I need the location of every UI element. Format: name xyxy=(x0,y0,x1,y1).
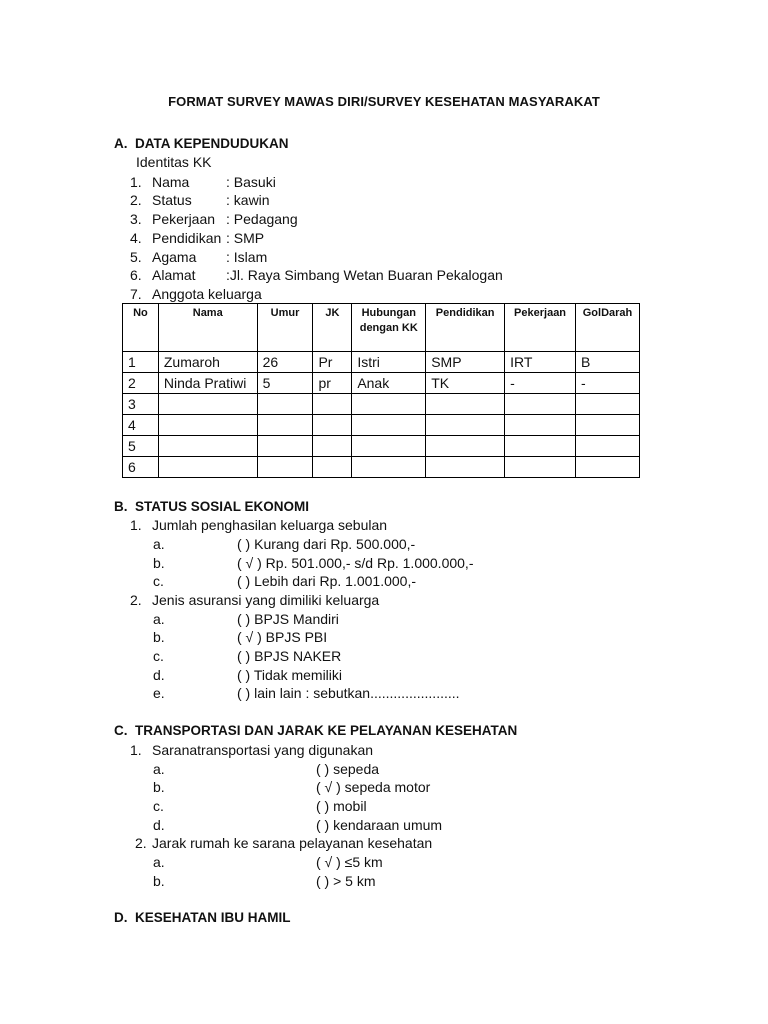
field-label: Status xyxy=(152,192,192,208)
question-text: Jenis asuransi yang dimiliki keluarga xyxy=(152,592,380,608)
table-cell xyxy=(257,415,313,436)
table-row xyxy=(123,373,640,394)
question-c1 xyxy=(130,742,373,758)
header-no: No xyxy=(123,304,159,352)
field-value: : SMP xyxy=(226,230,265,246)
table-cell xyxy=(158,415,257,436)
question-text: Jumlah penghasilan keluarga sebulan xyxy=(152,517,388,533)
table-cell xyxy=(352,394,426,415)
option-text: ( ) kendaraan umum xyxy=(316,817,443,833)
table-cell: TK xyxy=(426,373,505,394)
option-text: ( √ ) Rp. 501.000,- s/d Rp. 1.000.000,- xyxy=(237,555,474,571)
question-c2 xyxy=(135,835,432,851)
table-cell: 5 xyxy=(123,436,159,457)
table-cell xyxy=(575,394,639,415)
field-number: 6. xyxy=(130,267,142,283)
option-key: c. xyxy=(153,648,164,664)
table-cell: Zumaroh xyxy=(158,352,257,373)
document-title: FORMAT SURVEY MAWAS DIRI/SURVEY KESEHATAN MASYARAKAT xyxy=(168,94,600,109)
table-row xyxy=(123,457,640,478)
section-d-heading xyxy=(114,910,291,925)
option-c1-a xyxy=(153,761,379,777)
section-a-heading xyxy=(114,136,289,151)
table-cell xyxy=(575,415,639,436)
table-cell: Ninda Pratiwi xyxy=(158,373,257,394)
table-cell: SMP xyxy=(426,352,505,373)
option-b2-a xyxy=(153,611,339,627)
section-a-title: DATA KEPENDUDUKAN xyxy=(135,136,289,151)
table-cell: Anak xyxy=(352,373,426,394)
field-label: Pekerjaan xyxy=(152,211,216,227)
table-cell xyxy=(505,415,576,436)
option-c2-a xyxy=(153,854,383,870)
table-cell: 5 xyxy=(257,373,313,394)
table-cell xyxy=(352,436,426,457)
option-key: a. xyxy=(153,854,165,870)
option-key: b. xyxy=(153,873,165,889)
table-cell: Pr xyxy=(313,352,352,373)
header-age: Umur xyxy=(257,304,313,352)
option-c1-d xyxy=(153,817,442,833)
section-b-heading xyxy=(114,499,309,514)
table-row xyxy=(123,394,640,415)
table-cell: 3 xyxy=(123,394,159,415)
table-cell: B xyxy=(575,352,639,373)
table-row xyxy=(123,352,640,373)
option-text: ( ) mobil xyxy=(316,798,367,814)
option-text: ( ) lain lain : sebutkan....................... xyxy=(237,685,460,701)
table-cell xyxy=(352,415,426,436)
question-number: 1. xyxy=(130,742,142,758)
field-number: 3. xyxy=(130,211,142,227)
option-c1-c xyxy=(153,798,367,814)
field-label: Alamat xyxy=(152,267,196,283)
option-b2-d xyxy=(153,667,342,683)
table-row xyxy=(123,415,640,436)
table-cell xyxy=(352,457,426,478)
table-cell xyxy=(158,457,257,478)
field-value: :Jl. Raya Simbang Wetan Buaran Pekalogan xyxy=(226,267,503,283)
field-label: Agama xyxy=(152,249,197,265)
table-cell xyxy=(426,415,505,436)
field-row-status xyxy=(130,192,270,208)
table-cell xyxy=(313,415,352,436)
table-cell xyxy=(257,394,313,415)
option-b2-c xyxy=(153,648,341,664)
field-label: Pendidikan xyxy=(152,230,222,246)
header-blood-type: GolDarah xyxy=(575,304,639,352)
option-key: d. xyxy=(153,667,165,683)
option-text: ( ) > 5 km xyxy=(316,873,376,889)
table-cell xyxy=(313,394,352,415)
table-cell xyxy=(505,436,576,457)
field-value: : Basuki xyxy=(226,174,276,190)
question-number: 1. xyxy=(130,517,142,533)
table-cell: 2 xyxy=(123,373,159,394)
section-d-title: KESEHATAN IBU HAMIL xyxy=(135,910,291,925)
option-key: d. xyxy=(153,817,165,833)
option-text: ( √ ) ≤5 km xyxy=(316,854,383,870)
option-key: b. xyxy=(153,555,165,571)
header-relation: Hubungan dengan KK xyxy=(352,304,426,352)
table-cell xyxy=(505,394,576,415)
table-cell xyxy=(313,457,352,478)
question-text: Saranatransportasi yang digunakan xyxy=(152,742,374,758)
field-number: 5. xyxy=(130,249,142,265)
option-b1-b xyxy=(153,555,473,571)
question-number: 2. xyxy=(130,592,142,608)
option-text: ( ) BPJS NAKER xyxy=(237,648,342,664)
table-cell xyxy=(257,457,313,478)
option-text: ( ) Lebih dari Rp. 1.001.000,- xyxy=(237,573,416,589)
option-b2-e xyxy=(153,685,460,701)
section-c-heading xyxy=(114,723,517,738)
option-key: a. xyxy=(153,536,165,552)
question-b1 xyxy=(130,517,387,533)
option-text: ( ) sepeda xyxy=(316,761,380,777)
table-cell xyxy=(426,457,505,478)
question-number: 2. xyxy=(135,835,147,851)
question-b2 xyxy=(130,592,379,608)
field-number: 2. xyxy=(130,192,142,208)
question-text: Jarak rumah ke sarana pelayanan kesehatan xyxy=(152,835,433,851)
table-cell xyxy=(158,436,257,457)
table-cell: 1 xyxy=(123,352,159,373)
option-text: ( ) Kurang dari Rp. 500.000,- xyxy=(237,536,416,552)
field-number: 4. xyxy=(130,230,142,246)
field-row-occupation xyxy=(130,211,298,227)
field-number: 7. xyxy=(130,286,142,302)
table-cell xyxy=(505,457,576,478)
option-key: b. xyxy=(153,779,165,795)
option-text: ( ) BPJS Mandiri xyxy=(237,611,339,627)
section-d-letter: D. xyxy=(114,910,128,925)
table-cell xyxy=(257,436,313,457)
option-key: a. xyxy=(153,761,165,777)
table-cell: 26 xyxy=(257,352,313,373)
family-members-table xyxy=(122,303,640,478)
field-value: : kawin xyxy=(226,192,270,208)
section-c-title: TRANSPORTASI DAN JARAK KE PELAYANAN KESEHATAN xyxy=(135,723,518,738)
table-cell xyxy=(575,436,639,457)
option-b2-b xyxy=(153,629,327,645)
table-cell xyxy=(313,436,352,457)
option-text: ( √ ) BPJS PBI xyxy=(237,629,328,645)
option-b1-a xyxy=(153,536,415,552)
header-name: Nama xyxy=(158,304,257,352)
identity-subheading: Identitas KK xyxy=(136,154,212,170)
table-header-row xyxy=(123,304,640,352)
field-label: Anggota keluarga xyxy=(152,286,262,302)
table-cell: 6 xyxy=(123,457,159,478)
section-a-letter: A. xyxy=(114,136,128,151)
option-c1-b xyxy=(153,779,430,795)
section-c-letter: C. xyxy=(114,723,128,738)
option-c2-b xyxy=(153,873,376,889)
option-b1-c xyxy=(153,573,416,589)
field-row-address xyxy=(130,267,503,283)
table-cell xyxy=(426,436,505,457)
section-b-letter: B. xyxy=(114,499,128,514)
option-key: a. xyxy=(153,611,165,627)
field-number: 1. xyxy=(130,174,142,190)
table-cell: - xyxy=(505,373,576,394)
table-cell xyxy=(158,394,257,415)
field-label: Nama xyxy=(152,174,190,190)
option-key: b. xyxy=(153,629,165,645)
table-cell: IRT xyxy=(505,352,576,373)
option-text: ( ) Tidak memiliki xyxy=(237,667,343,683)
table-cell xyxy=(575,457,639,478)
table-cell: pr xyxy=(313,373,352,394)
table-cell: - xyxy=(575,373,639,394)
table-cell xyxy=(426,394,505,415)
field-row-education xyxy=(130,230,264,246)
header-education: Pendidikan xyxy=(426,304,505,352)
option-key: c. xyxy=(153,573,164,589)
field-row-name xyxy=(130,174,276,190)
header-occupation: Pekerjaan xyxy=(505,304,576,352)
field-value: : Islam xyxy=(226,249,268,265)
table-cell: 4 xyxy=(123,415,159,436)
family-members-label xyxy=(130,286,262,302)
field-value: : Pedagang xyxy=(226,211,298,227)
table-cell: Istri xyxy=(352,352,426,373)
option-key: c. xyxy=(153,798,164,814)
option-text: ( √ ) sepeda motor xyxy=(316,779,431,795)
field-row-religion xyxy=(130,249,267,265)
header-sex: JK xyxy=(313,304,352,352)
section-b-title: STATUS SOSIAL EKONOMI xyxy=(135,499,310,514)
table-row xyxy=(123,436,640,457)
option-key: e. xyxy=(153,685,165,701)
